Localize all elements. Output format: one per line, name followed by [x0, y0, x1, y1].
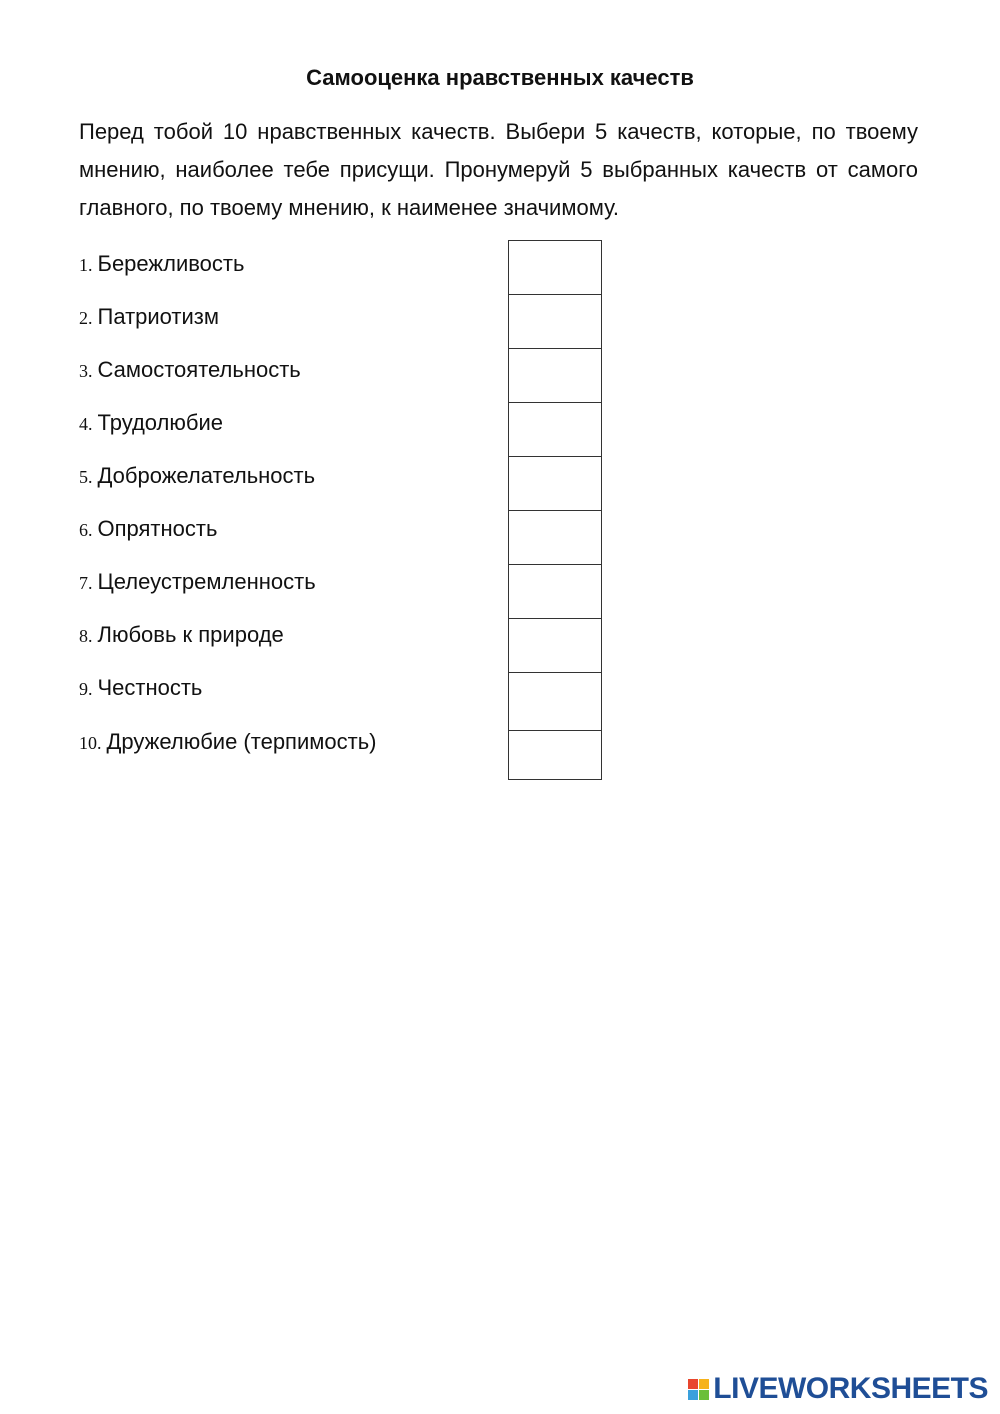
answer-box-4[interactable] [509, 403, 601, 457]
liveworksheets-wordmark: LIVEWORKSHEETS [713, 1372, 988, 1405]
worksheet-title: Самооценка нравственных качеств [306, 65, 694, 90]
quality-item [79, 668, 202, 708]
quality-number: 9. [79, 679, 93, 699]
answer-box-9[interactable] [509, 673, 601, 731]
quality-item [79, 722, 376, 762]
quality-label: Дружелюбие (терпимость) [106, 729, 377, 754]
quality-label: Самостоятельность [97, 357, 301, 382]
liveworksheets-logo-icon [688, 1379, 709, 1400]
quality-number: 4. [79, 414, 93, 434]
quality-number: 1. [79, 255, 93, 275]
quality-item [79, 297, 219, 337]
quality-label: Патриотизм [97, 304, 219, 329]
quality-item [79, 509, 217, 549]
quality-item [79, 615, 284, 655]
quality-label: Честность [97, 675, 203, 700]
quality-label: Доброжелательность [97, 463, 316, 488]
answer-boxes-column [508, 240, 602, 780]
quality-item [79, 562, 316, 602]
quality-number: 3. [79, 361, 93, 381]
quality-number: 8. [79, 626, 93, 646]
answer-box-8[interactable] [509, 619, 601, 673]
answer-box-6[interactable] [509, 511, 601, 565]
answer-box-10[interactable] [509, 731, 601, 780]
answer-box-5[interactable] [509, 457, 601, 511]
answer-box-3[interactable] [509, 349, 601, 403]
quality-label: Трудолюбие [97, 410, 224, 435]
quality-item [79, 350, 301, 390]
liveworksheets-brand [688, 1372, 988, 1406]
quality-number: 7. [79, 573, 93, 593]
answer-box-1[interactable] [509, 241, 601, 295]
quality-item [79, 456, 315, 496]
answer-box-2[interactable] [509, 295, 601, 349]
quality-label: Любовь к природе [97, 622, 284, 647]
quality-item [79, 403, 223, 443]
quality-number: 2. [79, 308, 93, 328]
quality-label: Опрятность [97, 516, 218, 541]
quality-number: 5. [79, 467, 93, 487]
quality-label: Бережливость [97, 251, 245, 276]
quality-number: 10. [79, 733, 102, 753]
quality-number: 6. [79, 520, 93, 540]
quality-label: Целеустремленность [97, 569, 316, 594]
quality-item [79, 244, 244, 284]
instructions-paragraph: Перед тобой 10 нравственных качеств. Выбери 5 качеств, которые, по твоему мнению, наиболее тебе присущи. Пронумеруй 5 выбранных качеств от самого главного, по твоему мнению, к наименее значимому. [79, 119, 918, 220]
answer-box-7[interactable] [509, 565, 601, 619]
